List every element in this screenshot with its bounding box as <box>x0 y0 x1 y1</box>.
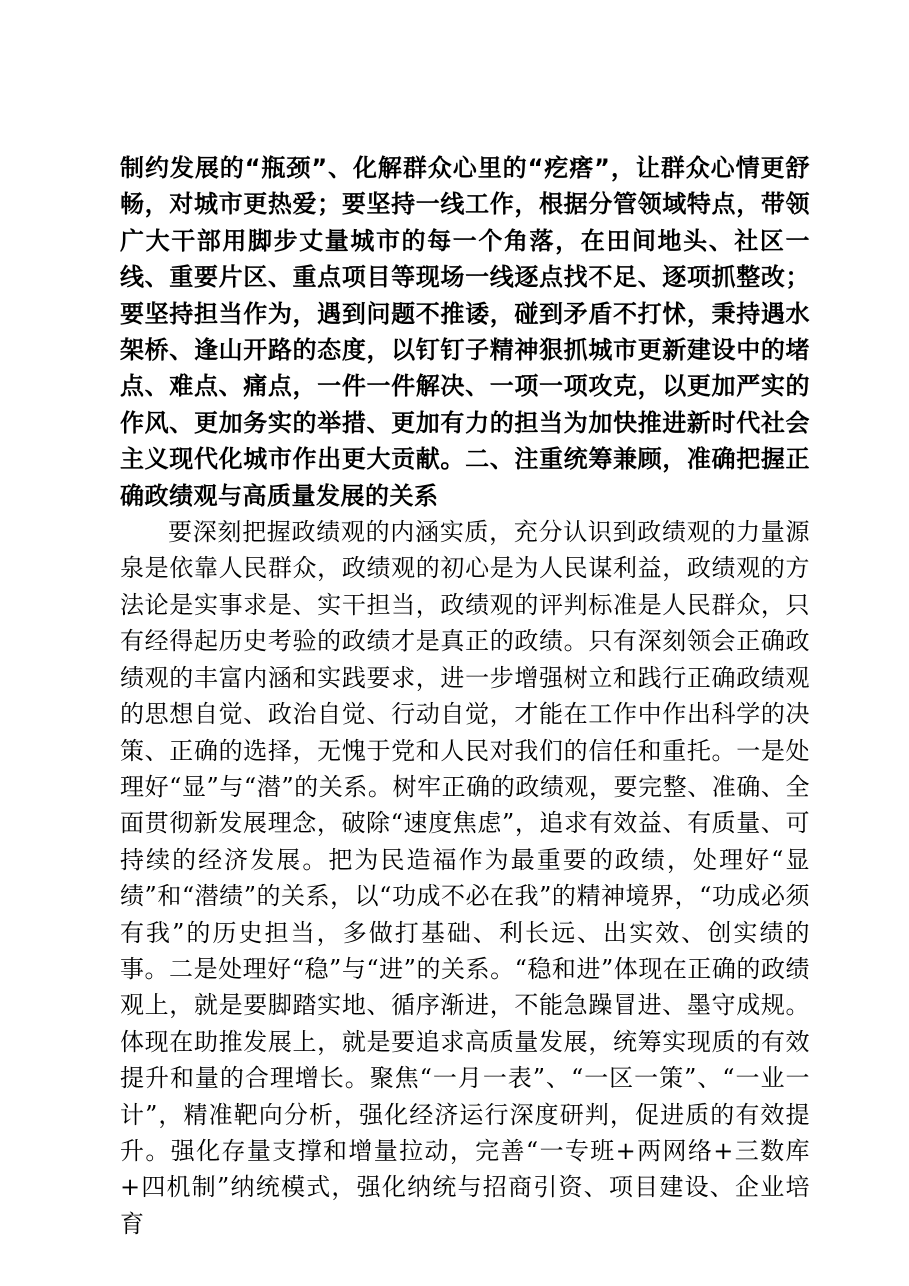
paragraph-intro-bold: 制约发展的“瓶颈”、化解群众心里的“疙瘩”，让群众心情更舒畅，对城市更热爱；要坚持一线工作，根据分管领域特点，带领广大干部用脚步丈量城市的每一个角落，在田间地头、社区一线、重要片区、重点项目等现场一线逐点找不足、逐项抓整改；要坚持担当作为，遇到问题不推诿，碰到矛盾不打怵，秉持遇水架桥、逢山开路的态度，以钉钉子精神狠抓城市更新建设中的堵点、难点、痛点，一件一件解决、一项一项攻克，以更加严实的作风、更加务实的举措、更加有力的担当为加快推进新时代社会主义现代化城市作出更大贡献。二、注重统筹兼顾，准确把握正确政绩观与高质量发展的关系 <box>120 154 810 510</box>
document-page <box>120 150 810 1242</box>
paragraph-body: 要深刻把握政绩观的内涵实质，充分认识到政绩观的力量源泉是依靠人民群众，政绩观的初心是为人民谋利益，政绩观的方法论是实事求是、实干担当，政绩观的评判标准是人民群众，只有经得起历史考验的政绩才是真正的政绩。只有深刻领会正确政绩观的丰富内涵和实践要求，进一步增强树立和践行正确政绩观的思想自觉、政治自觉、行动自觉，才能在工作中作出科学的决策、正确的选择，无愧于党和人民对我们的信任和重托。一是处理好“显”与“潜”的关系。树牢正确的政绩观，要完整、准确、全面贯彻新发展理念，破除“速度焦虑”，追求有效益、有质量、可持续的经济发展。把为民造福作为最重要的政绩，处理好“显绩”和“潜绩”的关系，以“功成不必在我”的精神境界，“功成必须有我”的历史担当，多做打基础、利长远、出实效、创实绩的事。二是处理好“稳”与“进”的关系。“稳和进”体现在正确的政绩观上，就是要脚踏实地、循序渐进，不能急躁冒进、墨守成规。体现在助推发展上，就是要追求高质量发展，统筹实现质的有效提升和量的合理增长。聚焦“一月一表”、“一区一策”、“一业一计”，精准靶向分析，强化经济运行深度研判，促进质的有效提升。强化存量支撑和增量拉动，完善“一专班+两网络+三数库+四机制”纳统模式，强化纳统与招商引资、项目建设、企业培育 <box>120 518 810 1238</box>
